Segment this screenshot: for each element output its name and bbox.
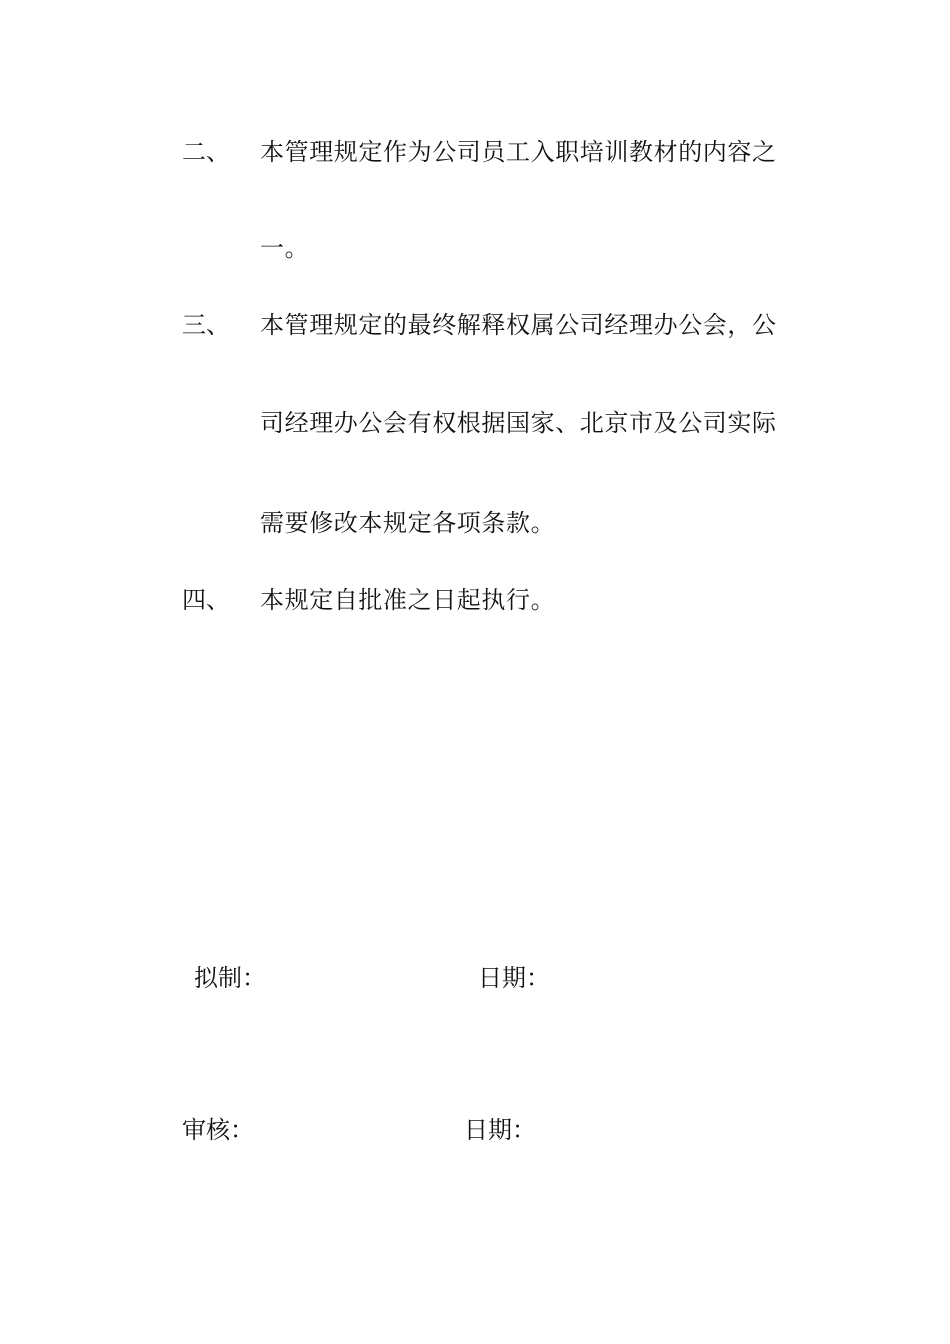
draft-date-label: 日期：	[478, 964, 550, 992]
clause-2-line-1: 本管理规定作为公司员工入职培训教材的内容之	[260, 138, 777, 166]
review-date-label: 日期：	[464, 1116, 536, 1144]
clause-2-number: 二、	[182, 138, 230, 166]
clause-3-number: 三、	[182, 311, 230, 339]
reviewed-by-label: 审核：	[182, 1116, 254, 1144]
clause-3-line-1: 本管理规定的最终解释权属公司经理办公会，公	[260, 311, 777, 339]
clause-3-line-3: 需要修改本规定各项条款。	[260, 509, 556, 537]
clause-4-line-1: 本规定自批准之日起执行。	[260, 586, 556, 614]
clause-4-number: 四、	[182, 586, 230, 614]
clause-3-line-2: 司经理办公会有权根据国家、北京市及公司实际	[260, 409, 777, 437]
drafted-by-label: 拟制：	[194, 964, 266, 992]
clause-2-line-2: 一。	[260, 234, 310, 262]
